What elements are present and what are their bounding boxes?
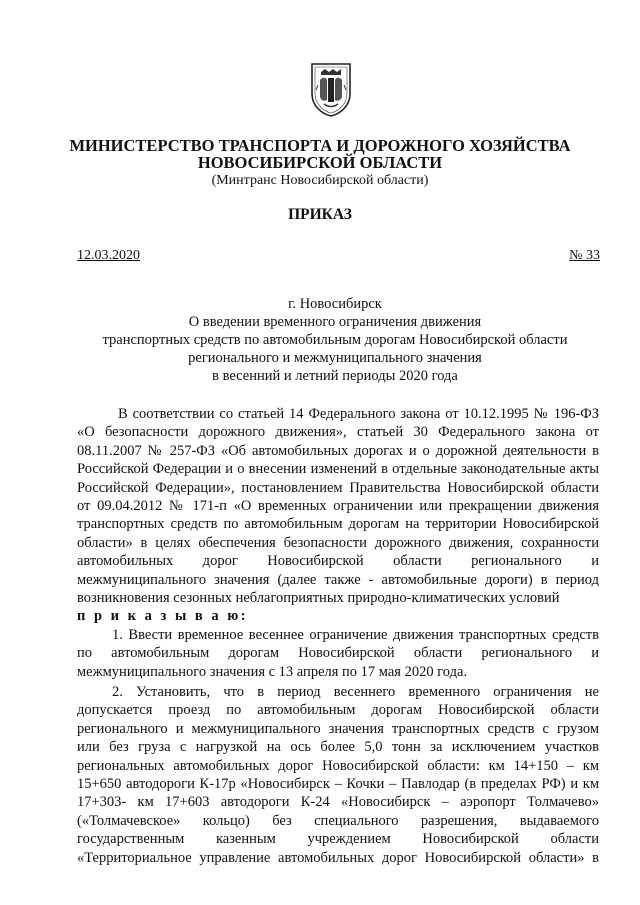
ministry-name-line-1: МИНИСТЕРСТВО ТРАНСПОРТА И ДОРОЖНОГО ХОЗЯЙСТВА (69, 136, 571, 155)
document-type-heading: ПРИКАЗ (288, 206, 352, 223)
order-word: п р и к а з ы в а ю: (77, 608, 249, 625)
text-line: межмуниципального значения с 13 апреля по 17 мая 2020 года. (77, 663, 468, 680)
text-line: автомобильных дорог Новосибирской области регионального и (77, 553, 599, 570)
item-2-paragraph (77, 683, 599, 867)
text-line: области» в целях обеспечения безопасности дорожного движения, сохранности (77, 534, 599, 551)
coat-of-arms-icon (308, 60, 354, 118)
text-line: возникновения сезонных неблагоприятных природно-климатических условий (77, 590, 560, 607)
text-line: («Толмачевское» кольцо) без специального разрешения, выдаваемого (77, 812, 599, 829)
text-line: 17+303- км 17+603 автодороги К-24 «Новосибирск – аэропорт Толмачево» (77, 794, 599, 811)
order-number: № 33 (569, 248, 600, 263)
text-line: 15+650 автодороги К-17р «Новосибирск – Кочки – Павлодар (в пределах РФ) и км (77, 776, 599, 793)
text-line: транспортных средств по автомобильным дорогам на территории Новосибирской (77, 516, 599, 533)
text-line: «Территориальное управление автомобильных дорог Новосибирской области» в (77, 849, 599, 866)
text-line: межмуниципального значения (далее также - автомобильные дороги) в период (77, 571, 599, 588)
text-line: государственным казенным учреждением Новосибирской области (77, 831, 599, 848)
text-line: Российской Федерации», постановлением Правительства Новосибирской области (77, 479, 599, 496)
order-title-line: регионального и межмуниципального значения (188, 350, 482, 366)
order-title-line: О введении временного ограничения движения (188, 314, 482, 330)
text-line: допускается проезд по автомобильным дорогам Новосибирской области (77, 702, 599, 719)
text-line: В соответствии со статьей 14 Федерального закона от 10.12.1995 № 196-ФЗ (118, 406, 599, 422)
text-line: 2. Установить, что в период весеннего временного ограничения не (112, 684, 599, 700)
order-title-line: в весенний и летний периоды 2020 года (212, 368, 458, 384)
text-line: или без груза с нагрузкой на ось более 5,0 тонн за исключением участков (77, 739, 599, 756)
ministry-abbreviation: (Минтранс Новосибирской области) (211, 173, 429, 188)
text-line: «О безопасности дорожного движения», статьей 30 Федерального закона от (77, 424, 599, 441)
text-line: Российской Федерации и о внесении изменений в отдельные законодательные акты (77, 461, 599, 478)
text-line: по автомобильным дорогам Новосибирской области регионального и (77, 645, 599, 662)
text-line: 08.11.2007 № 257-ФЗ «Об автомобильных дорогах и о дорожной деятельности в (77, 442, 599, 459)
text-line: 1. Ввести временное весеннее ограничение движения транспортных средств (112, 627, 599, 643)
city: г. Новосибирск (288, 296, 382, 312)
text-line: регионального и межмуниципального значения транспортных средств с грузом (77, 720, 599, 737)
ministry-name-line-2: НОВОСИБИРСКОЙ ОБЛАСТИ (197, 153, 443, 172)
preamble-paragraph (77, 405, 599, 626)
text-line: от 09.04.2012 № 171-п «О временных ограничении или прекращении движения (77, 498, 599, 515)
order-date: 12.03.2020 (77, 248, 140, 263)
item-1-paragraph (77, 626, 599, 681)
text-line: региональных автомобильных дорог Новосибирской области: км 14+150 – км (77, 757, 599, 774)
order-title-line: транспортных средств по автомобильным дорогам Новосибирской области (102, 332, 568, 348)
